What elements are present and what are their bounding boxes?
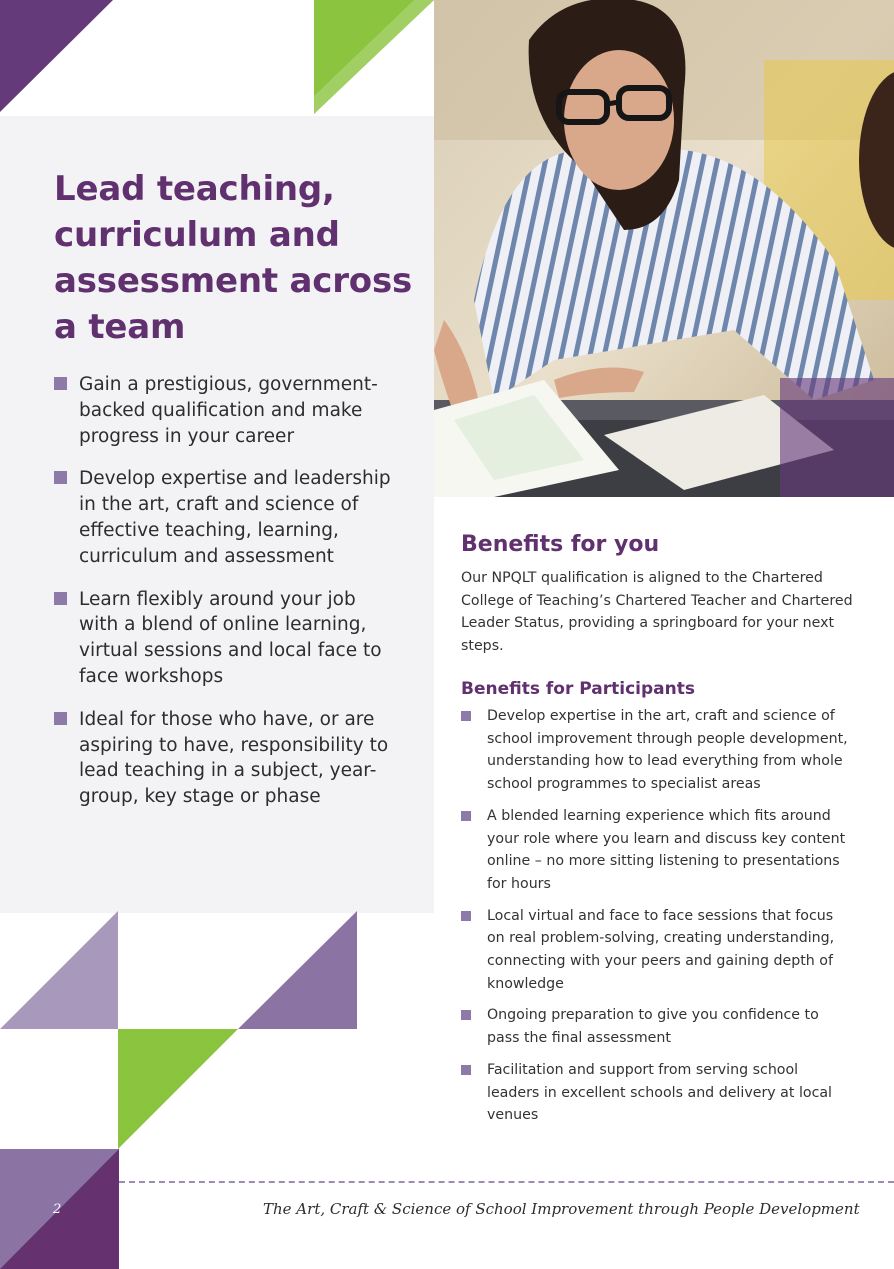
square-bullet-icon (54, 592, 67, 605)
benefits-intro: Our NPQLT qualification is aligned to the Chartered College of Teaching’s Chartered Teacher and Chartered Leader Status, providing a springboard for your next steps. (461, 570, 853, 654)
list-item-text: Develop expertise in the art, craft and science of school improvement through people development, understanding how to lead everything from whole school programmes to specialist areas (487, 708, 848, 793)
square-bullet-icon (461, 1010, 471, 1020)
list-item-text: Learn flexibly around your job with a blend of online learning, virtual sessions and local face to face workshops (79, 588, 382, 687)
list-item (54, 372, 394, 449)
list-item-text: Develop expertise and leadership in the art, craft and science of effective teaching, learning, curriculum and assessment (79, 468, 391, 567)
key-points-list (54, 372, 394, 827)
list-item-text: Ideal for those who have, or are aspiring to have, responsibility to lead teaching in a subject, year-group, key stage or phase (79, 708, 389, 808)
page-number: 2 (53, 1202, 62, 1217)
footer-divider (119, 1181, 894, 1183)
square-bullet-icon (461, 1065, 471, 1075)
list-item-text: Facilitation and support from serving school leaders in excellent schools and delivery at local venues (487, 1061, 833, 1124)
participants-heading: Benefits for Participants (461, 679, 695, 699)
square-bullet-icon (461, 911, 471, 921)
list-item-text: A blended learning experience which fits around your role where you learn and discuss key content online – no more sitting listening to presentations for hours (487, 807, 846, 892)
top-green-triangle-decoration (314, 0, 436, 116)
top-left-triangle-decoration (0, 0, 120, 116)
square-bullet-icon (54, 471, 67, 484)
list-item (54, 587, 394, 690)
list-item-text: Local virtual and face to face sessions that focus on real problem-solving, creating understanding, connecting with your peers and gaining depth of knowledge (487, 907, 835, 992)
list-item-text: Ongoing preparation to give you confidence to pass the final assessment (487, 1007, 819, 1047)
list-item (54, 466, 394, 569)
participant-benefits-list (461, 705, 851, 1136)
list-item (461, 905, 851, 996)
list-item (461, 1004, 851, 1049)
list-item-text: Gain a prestigious, government-backed qualification and make progress in your career (79, 374, 378, 447)
square-bullet-icon (54, 377, 67, 390)
square-bullet-icon (461, 811, 471, 821)
list-item (461, 705, 851, 796)
footer-tagline: The Art, Craft & Science of School Improvement through People Development (263, 1200, 860, 1218)
page-title: Lead teaching, curriculum and assessment across a team (54, 169, 413, 347)
teacher-photo (434, 0, 894, 497)
list-item (461, 1059, 851, 1127)
list-item (54, 707, 394, 810)
square-bullet-icon (461, 711, 471, 721)
list-item (461, 805, 851, 896)
square-bullet-icon (54, 712, 67, 725)
benefits-heading: Benefits for you (461, 532, 660, 557)
